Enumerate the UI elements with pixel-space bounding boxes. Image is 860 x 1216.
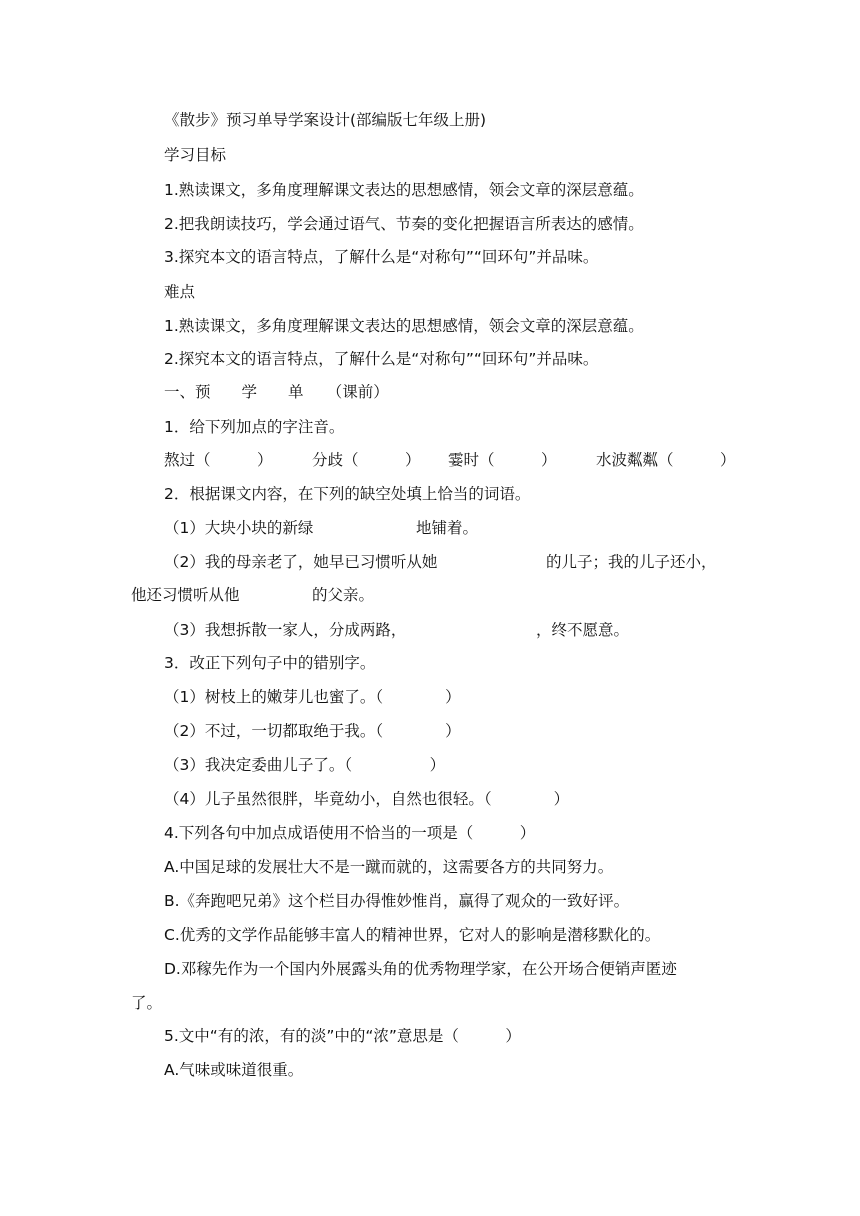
fill-text: 的父亲。 bbox=[312, 586, 375, 604]
question-2-line-2 bbox=[164, 551, 734, 573]
difficulties-heading: 难点 bbox=[164, 283, 196, 301]
question-5-option-a: A.气味或味道很重。 bbox=[164, 1061, 304, 1079]
pinyin-item: 分歧（ ） bbox=[312, 451, 421, 469]
question-4-option-d: D.邓稼先作为一个国内外展露头角的优秀物理学家，在公开场合便销声匿迹 bbox=[164, 960, 677, 978]
document-title: 《散步》预习单导学案设计(部编版七年级上册) bbox=[164, 111, 487, 129]
fill-text: （1）大块小块的新绿 bbox=[164, 519, 314, 537]
objective-item-3: 3.探究本文的语言特点，了解什么是“对称句”“回环句”并品味。 bbox=[164, 248, 599, 266]
pinyin-item: 霎时（ ） bbox=[448, 451, 557, 469]
fill-text: （3）我想拆散一家人，分成两路， bbox=[164, 621, 407, 639]
question-2-prompt: 2．根据课文内容，在下列的缺空处填上恰当的词语。 bbox=[164, 485, 531, 503]
question-3-item: （3）我决定委曲儿子了。（ ） bbox=[164, 756, 446, 774]
question-3-item: （2）不过，一切都取绝于我。（ ） bbox=[164, 722, 461, 740]
question-3-prompt: 3．改正下列句子中的错别字。 bbox=[164, 654, 376, 672]
question-4-option-d-continued: 了。 bbox=[131, 994, 163, 1012]
pinyin-item: 水波粼粼（ ） bbox=[596, 451, 736, 469]
objectives-heading: 学习目标 bbox=[164, 146, 227, 164]
question-4-prompt: 4.下列各句中加点成语使用不恰当的一项是（ ） bbox=[164, 824, 536, 842]
difficulty-item-1: 1.熟读课文，多角度理解课文表达的思想感情，领会文章的深层意蕴。 bbox=[164, 317, 644, 335]
question-4-option-a: A.中国足球的发展壮大不是一蹴而就的，这需要各方的共同努力。 bbox=[164, 858, 614, 876]
question-4-option-c: C.优秀的文学作品能够丰富人的精神世界，它对人的影响是潜移默化的。 bbox=[164, 926, 661, 944]
fill-text: ，终不愿意。 bbox=[536, 621, 630, 639]
difficulty-item-2: 2.探究本文的语言特点，了解什么是“对称句”“回环句”并品味。 bbox=[164, 350, 599, 368]
question-5-prompt: 5.文中“有的浓，有的淡”中的“浓”意思是（ ） bbox=[164, 1027, 521, 1045]
question-2-line-1 bbox=[164, 517, 724, 539]
question-1-items bbox=[164, 449, 764, 471]
fill-text: 的儿子；我的儿子还小， bbox=[546, 553, 717, 571]
fill-text: （2）我的母亲老了，她早已习惯听从她 bbox=[164, 553, 438, 571]
objective-item-1: 1.熟读课文，多角度理解课文表达的思想感情，领会文章的深层意蕴。 bbox=[164, 181, 644, 199]
fill-text: 他还习惯听从他 bbox=[131, 586, 240, 604]
question-1-prompt: 1．给下列加点的字注音。 bbox=[164, 418, 345, 436]
fill-text: 地铺着。 bbox=[416, 519, 479, 537]
question-4-option-b: B.《奔跑吧兄弟》这个栏目办得惟妙惟肖，赢得了观众的一致好评。 bbox=[164, 892, 630, 910]
objective-item-2: 2.把我朗读技巧，学会通过语气、节奏的变化把握语言所表达的感情。 bbox=[164, 215, 644, 233]
pinyin-item: 熬过（ ） bbox=[164, 451, 273, 469]
question-2-line-3 bbox=[131, 584, 531, 606]
question-3-item: （1）树枝上的嫩芽儿也蜜了。（ ） bbox=[164, 688, 461, 706]
question-3-item: （4）儿子虽然很胖，毕竟幼小，自然也很轻。（ ） bbox=[164, 790, 570, 808]
question-2-line-4 bbox=[164, 619, 664, 641]
section-heading: 一、预 学 单 （课前） bbox=[164, 383, 389, 401]
